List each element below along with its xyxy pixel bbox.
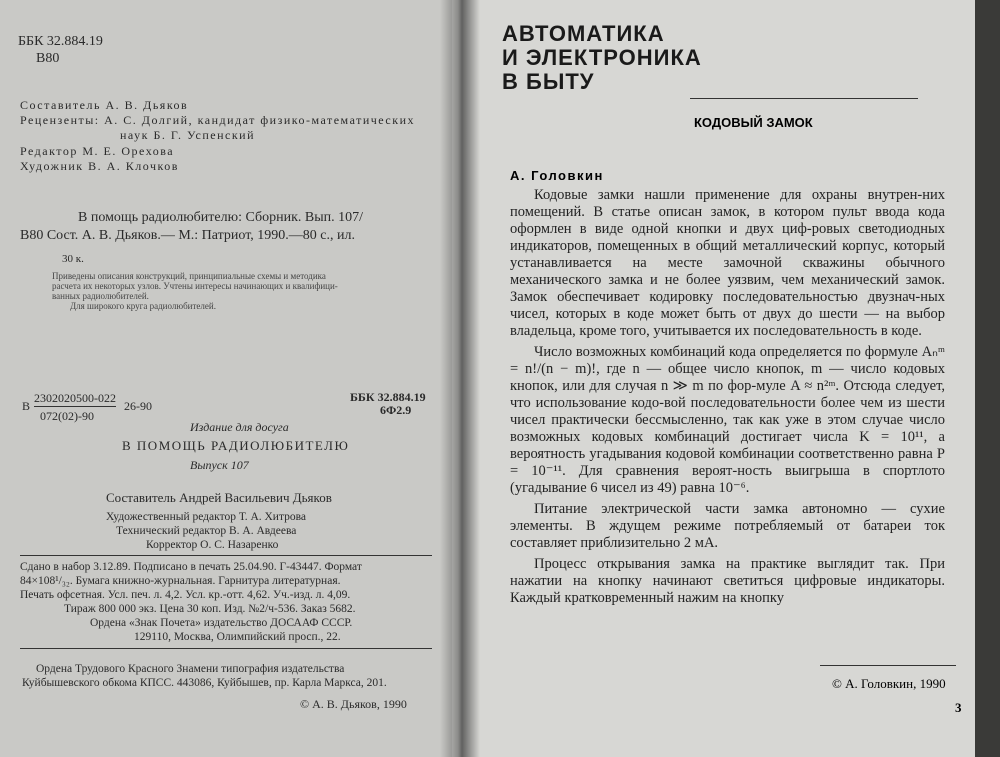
left-copyright: © А. В. Дьяков, 1990 [300, 697, 407, 711]
article-paragraph: Число возможных комбинаций кода определяется по формуле Aₙᵐ = n!/(n − m)!, где n — общее число кнопок, m — число кодовых кнопок, или для случая n ≫ m по фор-муле A ≈ n²ᵐ. Отсюда следует, что использование кодо-вой последовательности более чем из шести чисел практически бессмысленно, так как уже в этом случае число возможных кодовых комбинаций достигает числа K = 10¹¹, а вероятность угадывания кодовой комбинации соответственно равна P = 10⁻¹¹. Для сравнения вероят-ность выигрыша в спортлото (угадывание 6 чисел из 49) равна 10⁻⁶. [510, 344, 945, 496]
imprint-line-2: 84×108¹/₃₂. Бумага книжно-журнальная. Гарнитура литературная. [20, 575, 341, 587]
staff-tech-editor: Технический редактор В. А. Авдеева [116, 525, 297, 537]
catalog-code-tail: 26-90 [124, 399, 152, 413]
printer-line-2: Куйбышевского обкома КПСС. 443086, Куйбышев, пр. Карла Маркса, 201. [22, 677, 387, 689]
series-title: В ПОМОЩЬ РАДИОЛЮБИТЕЛЮ [122, 438, 350, 453]
imprint-line-4: Тираж 800 000 экз. Цена 30 коп. Изд. №2/ч-536. Заказ 5682. [64, 603, 356, 615]
staff-art-editor: Художественный редактор Т. А. Хитрова [106, 511, 307, 523]
credit-artist: Художник В. А. Клочков [20, 159, 179, 173]
article-copyright: © А. Головкин, 1990 [832, 676, 946, 691]
article-body [510, 187, 945, 607]
compiler-full: Составитель Андрей Васильевич Дьяков [106, 490, 332, 505]
bbk-code-bottom-2: 6Ф2.9 [380, 403, 412, 417]
imprint-line-6: 129110, Москва, Олимпийский просп., 22. [134, 631, 341, 643]
book-gutter [440, 0, 480, 757]
price-label: 30 к. [62, 253, 84, 265]
catalog-code-numerator: 2302020500-022 [34, 391, 116, 405]
issue-number: Выпуск 107 [190, 458, 249, 472]
edition-type: Издание для досуга [190, 420, 289, 434]
page-number: 3 [955, 700, 962, 715]
imprint-line-1: Сдано в набор 3.12.89. Подписано в печать 25.04.90. Г-43447. Формат [20, 561, 362, 573]
catalog-code-denominator: 072(02)-90 [40, 409, 94, 423]
section-heading-line-1: АВТОМАТИКА [502, 21, 665, 46]
article-paragraph: Питание электрической части замка автономно — сухие элементы. В ждущем режиме потребляемый от батареи ток составляет приблизительно 2 мА. [510, 501, 945, 551]
bbk-code-top: ББК 32.884.19 [18, 34, 103, 49]
credit-reviewers: Рецензенты: А. С. Долгий, кандидат физико-математических [20, 113, 415, 127]
title-rule [690, 98, 918, 99]
annotation-line-2: расчета их некоторых узлов. Учтены интересы начинающих и квалифици- [52, 281, 338, 291]
staff-corrector: Корректор О. С. Назаренко [146, 539, 279, 551]
annotation-line-4: Для широкого круга радиолюбителей. [70, 301, 216, 311]
biblio-line-1: В помощь радиолюбителю: Сборник. Вып. 107/ [78, 210, 364, 225]
index-code-top: В80 [36, 51, 60, 66]
catalog-letter: В [22, 399, 31, 413]
credit-reviewers-cont: наук Б. Г. Успенский [120, 128, 255, 142]
article-paragraph: Процесс открывания замка на практике выглядит так. При нажатии на кнопку начинают светиться цифровые индикаторы. Каждый кратковременный нажим на кнопку [510, 556, 945, 606]
annotation-line-1: Приведены описания конструкций, принципиальные схемы и методика [52, 271, 326, 281]
article-title: КОДОВЫЙ ЗАМОК [694, 115, 813, 130]
credit-compiler: Составитель А. В. Дьяков [20, 98, 189, 112]
bbk-code-bottom: ББК 32.884.19 [350, 390, 426, 404]
imprint-line-5: Ордена «Знак Почета» издательство ДОСААФ СССР. [90, 617, 353, 629]
article-paragraph: Кодовые замки нашли применение для охраны внутрен-них помещений. В статье описан замок, в котором пульт ввода кода оформлен в виде одной кнопки и двух циф-ровых светодиодных индикаторов, помещенных в общий металлический корпус, который устанавливается на месте замочной скважины обычного механического замка и не более уязвим, чем механический замок. Замок обеспечивает кодировку последовательностью двузнач-ных чисел, которых в коде может быть от двух до шести — на выбор владельца, кроме того, учитывается их последовательность в коде. [510, 187, 945, 339]
imprint-rule-top [20, 555, 432, 556]
biblio-line-2: В80 Сост. А. В. Дьяков.— М.: Патриот, 1990.—80 с., ил. [20, 228, 355, 243]
copyright-rule [820, 665, 956, 666]
page-edge [975, 0, 1000, 757]
annotation-line-3: ванных радиолюбителей. [52, 291, 149, 301]
section-heading-line-3: В БЫТУ [502, 69, 595, 94]
article-author: А. Головкин [510, 168, 604, 183]
printer-line-1: Ордена Трудового Красного Знамени типография издательства [36, 663, 345, 675]
section-heading-line-2: И ЭЛЕКТРОНИКА [502, 45, 702, 70]
imprint-rule-bottom [20, 648, 432, 649]
left-page [0, 0, 475, 757]
imprint-line-3: Печать офсетная. Усл. печ. л. 4,2. Усл. кр.-отт. 4,62. Уч.-изд. л. 4,09. [20, 589, 351, 601]
credit-editor: Редактор М. Е. Орехова [20, 144, 175, 158]
